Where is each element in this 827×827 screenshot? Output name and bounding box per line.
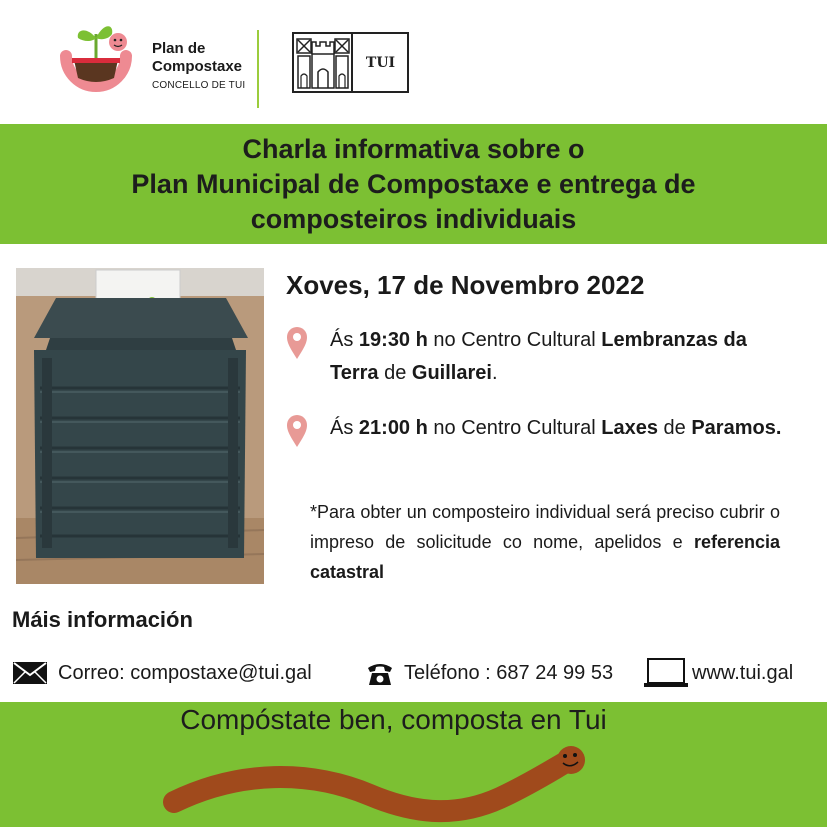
session-1-middle: no Centro Cultural bbox=[427, 329, 602, 351]
session-2-prefix: Ás bbox=[330, 417, 359, 439]
application-note bbox=[310, 497, 780, 587]
note-bold: referencia catastral bbox=[310, 532, 780, 582]
note-text: *Para obter un composteiro individual será preciso cubrir o impreso de solicitude co nome, apelidos e bbox=[310, 502, 780, 552]
session-1-time: 19:30 h bbox=[358, 329, 428, 351]
plan-logo-text bbox=[152, 40, 245, 91]
contact-phone bbox=[366, 656, 613, 690]
session-2-venue: Laxes bbox=[601, 417, 658, 439]
header-divider bbox=[257, 30, 259, 108]
session-1-venue: Lembranzas da Terra bbox=[330, 329, 747, 384]
castle-icon bbox=[296, 36, 350, 90]
session-2-middle: no Centro Cultural bbox=[427, 417, 602, 439]
tui-council-logo bbox=[292, 32, 409, 93]
title-line-3: composteiros individuais bbox=[250, 203, 577, 234]
session-1-place: Guillarei bbox=[411, 362, 492, 384]
session-2-time: 21:00 h bbox=[358, 417, 428, 439]
compost-plan-logo bbox=[56, 16, 136, 108]
more-info-heading: Máis información bbox=[12, 607, 193, 632]
contact-web bbox=[644, 656, 793, 690]
session-2-place: Paramos. bbox=[691, 417, 782, 439]
header bbox=[0, 0, 827, 124]
title-line-2: Plan Municipal de Compostaxe e entrega de bbox=[131, 168, 696, 199]
title-band bbox=[0, 124, 827, 244]
contact-email bbox=[12, 656, 312, 690]
tui-label: TUI bbox=[365, 54, 396, 71]
session-1-suffix: . bbox=[491, 362, 498, 384]
plan-title-line1: Plan de bbox=[152, 40, 206, 57]
composter-photo bbox=[16, 268, 264, 584]
session-2 bbox=[330, 412, 800, 445]
plan-title-line2: Compostaxe bbox=[152, 58, 243, 75]
location-pin-icon bbox=[286, 326, 308, 360]
title-line-1: Charla informativa sobre o bbox=[242, 133, 585, 164]
event-date: Xoves, 17 de Novembro 2022 bbox=[286, 270, 645, 300]
location-pin-icon bbox=[286, 414, 308, 448]
envelope-icon bbox=[12, 661, 48, 685]
session-2-joiner: de bbox=[657, 417, 692, 439]
session-1 bbox=[330, 324, 800, 390]
footer-slogan: Compóstate ben, composta en Tui bbox=[180, 704, 607, 735]
phone-label: Teléfono : 687 24 99 53 bbox=[404, 661, 614, 684]
session-1-prefix: Ás bbox=[330, 329, 359, 351]
tui-logo-divider bbox=[351, 34, 353, 91]
laptop-icon bbox=[644, 658, 688, 688]
email-label: Correo: compostaxe@tui.gal bbox=[58, 661, 312, 684]
session-1-joiner: de bbox=[378, 362, 412, 384]
telephone-icon bbox=[366, 660, 394, 686]
plan-subtitle: CONCELLO DE TUI bbox=[152, 80, 246, 91]
worm-icon bbox=[160, 740, 600, 827]
web-label: www.tui.gal bbox=[692, 661, 794, 684]
